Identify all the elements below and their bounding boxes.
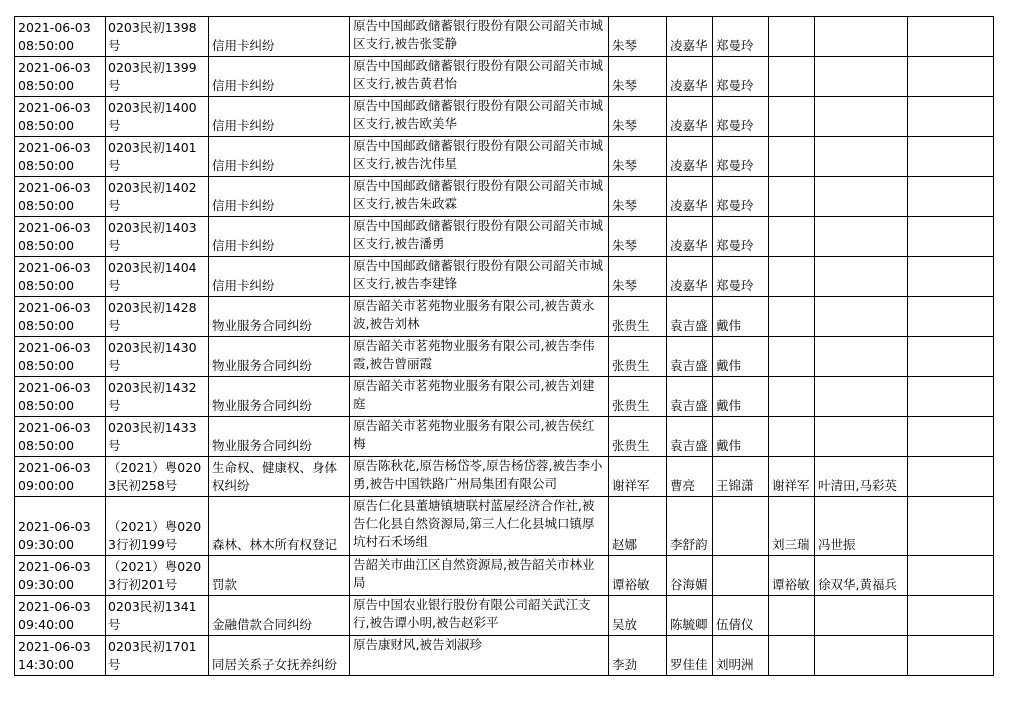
hearing-datetime-cell: 2021-06-03 08:50:00 xyxy=(15,137,106,177)
case-number-cell: 0203民初1428号 xyxy=(106,297,209,337)
panel-member-cell: 郑曼玲 xyxy=(713,17,769,57)
hearing-datetime-cell: 2021-06-03 09:30:00 xyxy=(15,497,106,556)
juror-cell xyxy=(815,17,908,57)
assessor-cell xyxy=(769,177,815,217)
case-cause-cell: 信用卡纠纷 xyxy=(209,17,350,57)
table-row xyxy=(15,17,994,57)
parties-cell: 原告韶关市茗苑物业服务有限公司,被告李伟霞,被告曾丽霞 xyxy=(350,337,609,377)
presiding-judge-cell: 吴放 xyxy=(609,596,667,636)
presiding-judge-cell: 张贵生 xyxy=(609,417,667,457)
assessor-cell xyxy=(769,417,815,457)
hearing-schedule-table xyxy=(14,16,994,676)
clerk-cell: 袁吉盛 xyxy=(667,417,713,457)
case-cause-cell: 罚款 xyxy=(209,556,350,596)
assessor-cell xyxy=(769,377,815,417)
case-cause-cell: 信用卡纠纷 xyxy=(209,97,350,137)
parties-cell: 原告中国农业银行股份有限公司韶关武江支行,被告谭小明,被告赵彩平 xyxy=(350,596,609,636)
juror-cell xyxy=(815,217,908,257)
remarks-cell xyxy=(908,497,994,556)
hearing-datetime-cell: 2021-06-03 09:40:00 xyxy=(15,596,106,636)
juror-cell xyxy=(815,137,908,177)
panel-member-cell: 戴伟 xyxy=(713,297,769,337)
juror-cell: 叶清田,马彩英 xyxy=(815,457,908,497)
clerk-cell: 袁吉盛 xyxy=(667,377,713,417)
assessor-cell xyxy=(769,57,815,97)
remarks-cell xyxy=(908,596,994,636)
clerk-cell: 凌嘉华 xyxy=(667,217,713,257)
presiding-judge-cell: 朱琴 xyxy=(609,177,667,217)
case-number-cell: 0203民初1401号 xyxy=(106,137,209,177)
clerk-cell: 凌嘉华 xyxy=(667,17,713,57)
panel-member-cell: 郑曼玲 xyxy=(713,57,769,97)
panel-member-cell: 刘明洲 xyxy=(713,636,769,676)
case-number-cell: 0203民初1399号 xyxy=(106,57,209,97)
panel-member-cell: 伍倩仪 xyxy=(713,596,769,636)
case-number-cell: 0203民初1341号 xyxy=(106,596,209,636)
hearing-datetime-cell: 2021-06-03 08:50:00 xyxy=(15,17,106,57)
table-row xyxy=(15,257,994,297)
case-number-cell: 0203民初1398号 xyxy=(106,17,209,57)
panel-member-cell: 郑曼玲 xyxy=(713,97,769,137)
table-row xyxy=(15,636,994,676)
table-row xyxy=(15,556,994,596)
clerk-cell: 李舒韵 xyxy=(667,497,713,556)
juror-cell: 徐双华,黄福兵 xyxy=(815,556,908,596)
hearing-schedule-sheet xyxy=(14,16,994,676)
assessor-cell xyxy=(769,297,815,337)
clerk-cell: 袁吉盛 xyxy=(667,337,713,377)
case-cause-cell: 信用卡纠纷 xyxy=(209,217,350,257)
juror-cell xyxy=(815,57,908,97)
hearing-datetime-cell: 2021-06-03 08:50:00 xyxy=(15,337,106,377)
juror-cell xyxy=(815,177,908,217)
remarks-cell xyxy=(908,217,994,257)
case-cause-cell: 信用卡纠纷 xyxy=(209,137,350,177)
presiding-judge-cell: 朱琴 xyxy=(609,17,667,57)
parties-cell: 告韶关市曲江区自然资源局,被告韶关市林业局 xyxy=(350,556,609,596)
assessor-cell xyxy=(769,596,815,636)
table-row xyxy=(15,596,994,636)
table-row xyxy=(15,337,994,377)
remarks-cell xyxy=(908,257,994,297)
hearing-datetime-cell: 2021-06-03 08:50:00 xyxy=(15,217,106,257)
parties-cell: 原告中国邮政储蓄银行股份有限公司韶关市城区支行,被告欧美华 xyxy=(350,97,609,137)
case-number-cell: 0203民初1432号 xyxy=(106,377,209,417)
table-row xyxy=(15,457,994,497)
clerk-cell: 凌嘉华 xyxy=(667,177,713,217)
table-row xyxy=(15,217,994,257)
parties-cell: 原告中国邮政储蓄银行股份有限公司韶关市城区支行,被告张雯静 xyxy=(350,17,609,57)
presiding-judge-cell: 谢祥军 xyxy=(609,457,667,497)
case-cause-cell: 物业服务合同纠纷 xyxy=(209,417,350,457)
juror-cell: 冯世振 xyxy=(815,497,908,556)
case-number-cell: 0203民初1430号 xyxy=(106,337,209,377)
panel-member-cell: 戴伟 xyxy=(713,417,769,457)
table-row xyxy=(15,177,994,217)
case-cause-cell: 信用卡纠纷 xyxy=(209,177,350,217)
panel-member-cell: 郑曼玲 xyxy=(713,137,769,177)
remarks-cell xyxy=(908,377,994,417)
hearing-datetime-cell: 2021-06-03 08:50:00 xyxy=(15,177,106,217)
assessor-cell xyxy=(769,217,815,257)
presiding-judge-cell: 谭裕敏 xyxy=(609,556,667,596)
clerk-cell: 凌嘉华 xyxy=(667,97,713,137)
case-cause-cell: 物业服务合同纠纷 xyxy=(209,297,350,337)
assessor-cell xyxy=(769,636,815,676)
case-number-cell: 0203民初1403号 xyxy=(106,217,209,257)
clerk-cell: 曹亮 xyxy=(667,457,713,497)
remarks-cell xyxy=(908,636,994,676)
assessor-cell: 刘三瑞 xyxy=(769,497,815,556)
hearing-datetime-cell: 2021-06-03 08:50:00 xyxy=(15,57,106,97)
remarks-cell xyxy=(908,337,994,377)
hearing-datetime-cell: 2021-06-03 08:50:00 xyxy=(15,377,106,417)
remarks-cell xyxy=(908,17,994,57)
remarks-cell xyxy=(908,297,994,337)
juror-cell xyxy=(815,337,908,377)
parties-cell: 原告陈秋花,原告杨岱苓,原告杨岱蓉,被告李小勇,被告中国铁路广州局集团有限公司 xyxy=(350,457,609,497)
case-cause-cell: 信用卡纠纷 xyxy=(209,57,350,97)
case-number-cell: 0203民初1701号 xyxy=(106,636,209,676)
parties-cell: 原告中国邮政储蓄银行股份有限公司韶关市城区支行,被告黄君怡 xyxy=(350,57,609,97)
presiding-judge-cell: 李劲 xyxy=(609,636,667,676)
hearing-datetime-cell: 2021-06-03 08:50:00 xyxy=(15,297,106,337)
juror-cell xyxy=(815,636,908,676)
panel-member-cell: 王锦潇 xyxy=(713,457,769,497)
panel-member-cell: 郑曼玲 xyxy=(713,257,769,297)
hearing-datetime-cell: 2021-06-03 08:50:00 xyxy=(15,97,106,137)
presiding-judge-cell: 朱琴 xyxy=(609,217,667,257)
presiding-judge-cell: 朱琴 xyxy=(609,97,667,137)
case-number-cell: （2021）粤0203行初199号 xyxy=(106,497,209,556)
case-cause-cell: 信用卡纠纷 xyxy=(209,257,350,297)
presiding-judge-cell: 朱琴 xyxy=(609,137,667,177)
case-number-cell: 0203民初1404号 xyxy=(106,257,209,297)
table-row xyxy=(15,137,994,177)
parties-cell: 原告中国邮政储蓄银行股份有限公司韶关市城区支行,被告朱政霖 xyxy=(350,177,609,217)
parties-cell: 原告仁化县董塘镇塘联村蓝屋经济合作社,被告仁化县自然资源局,第三人仁化县城口镇厚坑村石禾场组 xyxy=(350,497,609,556)
remarks-cell xyxy=(908,97,994,137)
table-row xyxy=(15,417,994,457)
parties-cell: 原告韶关市茗苑物业服务有限公司,被告刘建庭 xyxy=(350,377,609,417)
table-row xyxy=(15,57,994,97)
panel-member-cell xyxy=(713,556,769,596)
parties-cell: 原告韶关市茗苑物业服务有限公司,被告侯红梅 xyxy=(350,417,609,457)
panel-member-cell: 戴伟 xyxy=(713,337,769,377)
clerk-cell: 谷海媚 xyxy=(667,556,713,596)
parties-cell: 原告中国邮政储蓄银行股份有限公司韶关市城区支行,被告李建锋 xyxy=(350,257,609,297)
assessor-cell xyxy=(769,137,815,177)
assessor-cell xyxy=(769,257,815,297)
case-cause-cell: 金融借款合同纠纷 xyxy=(209,596,350,636)
hearing-datetime-cell: 2021-06-03 14:30:00 xyxy=(15,636,106,676)
hearing-datetime-cell: 2021-06-03 09:30:00 xyxy=(15,556,106,596)
juror-cell xyxy=(815,417,908,457)
remarks-cell xyxy=(908,556,994,596)
clerk-cell: 凌嘉华 xyxy=(667,57,713,97)
presiding-judge-cell: 张贵生 xyxy=(609,377,667,417)
clerk-cell: 凌嘉华 xyxy=(667,257,713,297)
remarks-cell xyxy=(908,177,994,217)
parties-cell: 原告康财风,被告刘淑珍 xyxy=(350,636,609,676)
case-number-cell: 0203民初1402号 xyxy=(106,177,209,217)
table-row xyxy=(15,497,994,556)
parties-cell: 原告中国邮政储蓄银行股份有限公司韶关市城区支行,被告潘勇 xyxy=(350,217,609,257)
remarks-cell xyxy=(908,417,994,457)
remarks-cell xyxy=(908,137,994,177)
juror-cell xyxy=(815,257,908,297)
case-cause-cell: 物业服务合同纠纷 xyxy=(209,377,350,417)
juror-cell xyxy=(815,596,908,636)
assessor-cell xyxy=(769,17,815,57)
case-number-cell: （2021）粤0203民初258号 xyxy=(106,457,209,497)
case-cause-cell: 同居关系子女抚养纠纷 xyxy=(209,636,350,676)
panel-member-cell: 郑曼玲 xyxy=(713,177,769,217)
clerk-cell: 陈毓卿 xyxy=(667,596,713,636)
case-number-cell: 0203民初1400号 xyxy=(106,97,209,137)
table-row xyxy=(15,97,994,137)
assessor-cell: 谭裕敏 xyxy=(769,556,815,596)
presiding-judge-cell: 张贵生 xyxy=(609,297,667,337)
parties-cell: 原告韶关市茗苑物业服务有限公司,被告黄永波,被告刘林 xyxy=(350,297,609,337)
assessor-cell xyxy=(769,97,815,137)
assessor-cell: 谢祥军 xyxy=(769,457,815,497)
case-cause-cell: 生命权、健康权、身体权纠纷 xyxy=(209,457,350,497)
juror-cell xyxy=(815,377,908,417)
parties-cell: 原告中国邮政储蓄银行股份有限公司韶关市城区支行,被告沈伟星 xyxy=(350,137,609,177)
table-row xyxy=(15,377,994,417)
case-cause-cell: 物业服务合同纠纷 xyxy=(209,337,350,377)
panel-member-cell: 戴伟 xyxy=(713,377,769,417)
table-row xyxy=(15,297,994,337)
presiding-judge-cell: 朱琴 xyxy=(609,257,667,297)
assessor-cell xyxy=(769,337,815,377)
presiding-judge-cell: 朱琴 xyxy=(609,57,667,97)
presiding-judge-cell: 赵娜 xyxy=(609,497,667,556)
clerk-cell: 袁吉盛 xyxy=(667,297,713,337)
clerk-cell: 罗佳佳 xyxy=(667,636,713,676)
hearing-datetime-cell: 2021-06-03 09:00:00 xyxy=(15,457,106,497)
hearing-datetime-cell: 2021-06-03 08:50:00 xyxy=(15,257,106,297)
panel-member-cell: 郑曼玲 xyxy=(713,217,769,257)
panel-member-cell xyxy=(713,497,769,556)
clerk-cell: 凌嘉华 xyxy=(667,137,713,177)
juror-cell xyxy=(815,97,908,137)
juror-cell xyxy=(815,297,908,337)
remarks-cell xyxy=(908,57,994,97)
case-number-cell: （2021）粤0203行初201号 xyxy=(106,556,209,596)
remarks-cell xyxy=(908,457,994,497)
presiding-judge-cell: 张贵生 xyxy=(609,337,667,377)
case-number-cell: 0203民初1433号 xyxy=(106,417,209,457)
case-cause-cell: 森林、林木所有权登记 xyxy=(209,497,350,556)
hearing-datetime-cell: 2021-06-03 08:50:00 xyxy=(15,417,106,457)
